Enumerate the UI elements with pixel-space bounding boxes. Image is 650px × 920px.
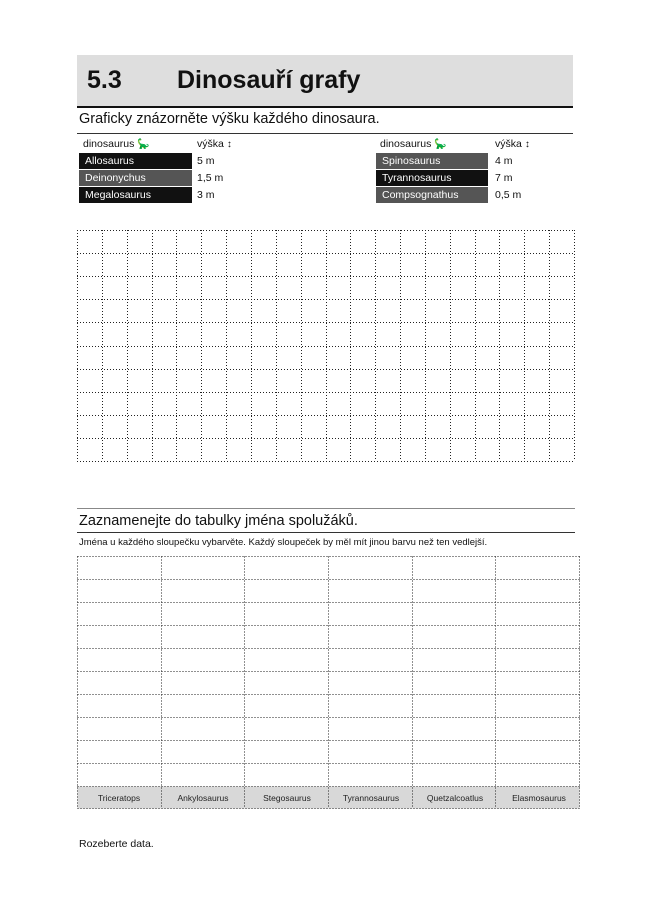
tally-column-labels <box>77 787 581 809</box>
dino-height-cell: 1,5 m <box>197 172 224 184</box>
tally-column-label: Tyrannosaurus <box>342 793 400 803</box>
column-header-dinosaur <box>380 137 447 152</box>
dinosaur-icon: 🦕 <box>434 139 447 150</box>
dino-table-right <box>376 137 576 207</box>
dinosaur-icon: 🦕 <box>137 139 150 150</box>
section-number: 5.3 <box>87 66 122 94</box>
divider <box>77 508 575 509</box>
page-title: Dinosauří grafy <box>177 66 361 94</box>
dino-name-cell: Tyrannosaurus <box>376 170 488 186</box>
column-header-height <box>495 137 530 152</box>
dino-name-cell: Deinonychus <box>79 170 192 186</box>
graph-grid[interactable] <box>76 229 575 462</box>
divider <box>77 133 573 134</box>
dino-name-cell: Allosaurus <box>79 153 192 169</box>
tally-table[interactable] <box>77 556 581 811</box>
footer-note: Rozeberte data. <box>79 838 154 850</box>
tally-column-label: Quetzalcoatlus <box>426 793 484 803</box>
dino-height-cell: 0,5 m <box>495 189 522 201</box>
dino-name-cell: Spinosaurus <box>376 153 488 169</box>
task1-instruction: Graficky znázorněte výšku každého dinosaura. <box>79 111 380 127</box>
tally-column-label: Elasmosaurus <box>512 793 566 803</box>
dino-height-cell: 4 m <box>495 155 513 167</box>
column-header-height-label: výška <box>495 138 522 150</box>
dino-name-cell: Megalosaurus <box>79 187 192 203</box>
column-header-dinosaur <box>83 137 150 152</box>
dino-height-cell: 5 m <box>197 155 215 167</box>
dino-name-cell: Compsognathus <box>376 187 488 203</box>
column-header-dinosaur-label: dinosaurus <box>83 138 135 150</box>
tally-column-label: Stegosaurus <box>263 793 311 803</box>
tally-column-label: Ankylosaurus <box>177 793 229 803</box>
height-arrow-icon: ↕ <box>226 139 232 150</box>
section-header <box>77 55 573 108</box>
dino-height-cell: 3 m <box>197 189 215 201</box>
column-header-height-label: výška <box>197 138 224 150</box>
dino-table-left <box>79 137 299 207</box>
task2-instruction: Zaznamenejte do tabulky jména spolužáků. <box>79 513 358 529</box>
column-header-height <box>197 137 232 152</box>
dino-height-cell: 7 m <box>495 172 513 184</box>
task2-subinstruction: Jména u každého sloupečku vybarvěte. Každý sloupeček by měl mít jinou barvu než ten vedlejší. <box>79 537 488 548</box>
height-arrow-icon: ↕ <box>524 139 530 150</box>
divider <box>77 532 575 533</box>
column-header-dinosaur-label: dinosaurus <box>380 138 432 150</box>
tally-column-label: Triceratops <box>97 793 141 803</box>
